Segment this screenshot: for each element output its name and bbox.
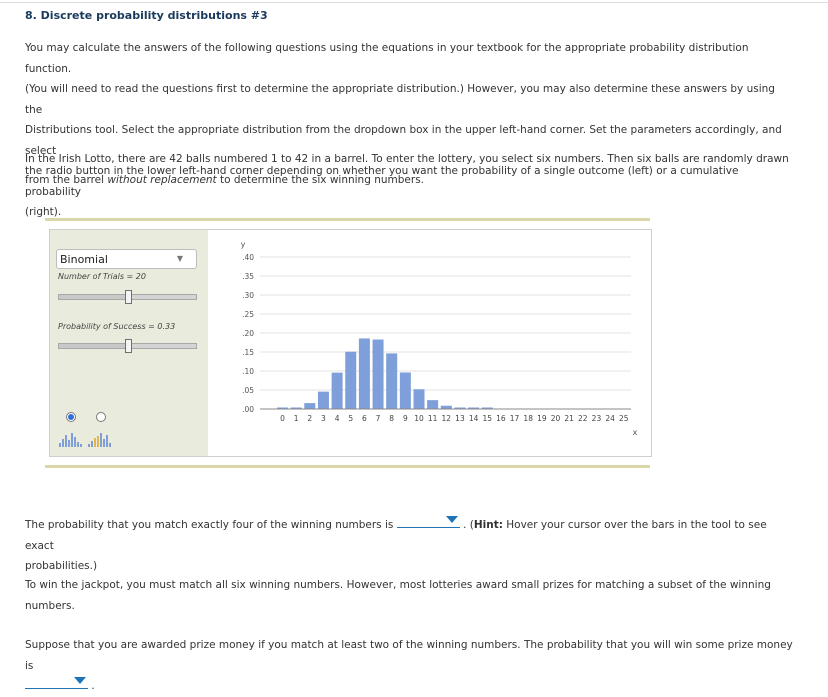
probability-slider-handle[interactable] [125,339,132,353]
hint-text: Hover your cursor over the bars in the tool to see exact [25,519,767,552]
tool-top-rule [45,218,650,221]
distribution-dropdown[interactable] [56,249,197,269]
distribution-chart [208,230,650,456]
x-tick-label: 18 [523,414,533,423]
x-tick-label: 5 [348,414,354,423]
paragraph2-line: To win the jackpot, you must match all six winning numbers. However, most lotteries award small prizes for matching a subset of the winning [25,579,771,591]
probability-slider-fill [59,344,128,348]
cumulative-radio[interactable] [96,412,106,422]
x-tick-label: 2 [307,414,313,423]
bar-5[interactable] [345,352,356,409]
x-tick-label: 15 [482,414,493,423]
intro-line: (You will need to read the questions first to determine the appropriate distribution.) However, you may also determine these answers by using the [25,83,775,116]
x-tick-label: 16 [496,414,506,423]
distribution-selected: Binomial [60,253,108,266]
problem-line [25,170,795,191]
bar-8[interactable] [386,353,397,409]
bar-4[interactable] [332,373,343,409]
cumulative-probability-icon [88,433,114,447]
x-tick-label: 0 [280,414,285,423]
answer-dropdown-q1[interactable] [397,515,460,528]
x-tick-label: 19 [537,414,547,423]
bar-10[interactable] [414,389,425,409]
bar-11[interactable] [427,400,438,409]
y-tick-label: .05 [242,386,254,395]
tool-control-panel [50,230,208,456]
x-tick-label: 11 [427,414,438,423]
x-tick-label: 13 [455,414,465,423]
y-tick-label: .15 [242,348,254,357]
y-axis-label: y [240,240,246,249]
x-tick-label: 8 [389,414,395,423]
x-tick-label: 9 [402,414,408,423]
question2-line: Suppose that you are awarded prize money if you match at least two of the winning numbers. The probability that you will win some prize money is [25,639,793,672]
y-tick-label: .10 [242,367,254,376]
question1-line: probabilities.) [25,560,98,572]
y-tick-label: .20 [242,329,254,338]
x-tick-label: 20 [550,414,561,423]
question2 [25,635,795,697]
distributions-tool [49,229,652,457]
x-tick-label: 23 [591,414,602,423]
caret-down-icon [446,516,458,523]
intro-paragraph [25,38,795,223]
question1-line [25,515,795,556]
hint-open: . ( [463,519,474,531]
x-tick-label: 22 [578,414,588,423]
tool-bottom-rule [45,465,650,468]
param1-label: Number of Trials = 20 [58,272,146,281]
x-tick-label: 3 [321,414,326,423]
param2-label: Probability of Success = 0.33 [58,322,176,331]
x-tick-label: 6 [362,414,367,423]
page-title: 8. Discrete probability distributions #3 [25,9,268,22]
y-tick-label: .25 [242,310,254,319]
x-tick-label: 10 [414,414,424,423]
x-tick-label: 4 [334,414,340,423]
paragraph2-line: numbers. [25,599,75,612]
bar-6[interactable] [359,338,370,409]
x-tick-label: 7 [375,414,381,423]
hint-label: Hint: [473,519,503,531]
top-rule [0,2,828,3]
single-probability-icon [59,433,85,447]
question1 [25,515,795,577]
problem-emphasis: without replacement [107,173,217,186]
x-tick-label: 21 [564,414,574,423]
intro-line: (right). [25,206,62,218]
problem-text: to determine the six winning numbers. [216,173,425,186]
intro-line: the radio button in the lower left-hand corner depending on whether you want the probability of a single outcome (left) or a cumulative probability [25,165,739,198]
trials-slider[interactable] [58,294,197,300]
x-tick-label: 25 [618,414,629,423]
problem-paragraph [25,149,795,190]
question1-text: The probability that you match exactly four of the winning numbers is [25,519,394,531]
x-tick-label: 24 [605,414,615,423]
answer-dropdown-q2[interactable] [25,676,88,689]
x-tick-label: 14 [468,414,479,423]
problem-text: from the barrel [25,173,108,186]
bar-7[interactable] [373,340,384,409]
y-tick-label: .35 [242,272,254,281]
x-tick-label: 1 [293,414,299,423]
bar-2[interactable] [304,403,315,409]
single-outcome-radio[interactable] [66,412,76,422]
y-tick-label: .40 [242,253,254,262]
y-tick-label: .00 [242,405,254,414]
intro-line: Distributions tool. Select the appropriate distribution from the dropdown box in the upper left-hand corner. Set the parameters accordingly, and select [25,124,782,157]
x-tick-label: 17 [509,414,520,423]
problem-line: In the Irish Lotto, there are 42 balls numbered 1 to 42 in a barrel. To enter the lottery, you select six numbers. Then six balls are randomly drawn [25,153,789,165]
x-tick-label: 12 [441,414,452,423]
trials-slider-handle[interactable] [125,290,132,304]
question2-line [25,676,795,697]
probability-slider[interactable] [58,343,197,349]
bar-3[interactable] [318,392,329,409]
bar-9[interactable] [400,372,411,409]
trials-slider-fill [59,295,128,299]
y-tick-label: .30 [242,291,254,300]
caret-down-icon [74,677,86,684]
intro-line: You may calculate the answers of the following questions using the equations in your textbook for the appropriate probability distribution function. [25,42,749,75]
paragraph2 [25,575,795,616]
x-axis-label: x [632,428,638,437]
chevron-down-icon: ▼ [176,254,183,263]
question2-period: . [91,680,95,692]
